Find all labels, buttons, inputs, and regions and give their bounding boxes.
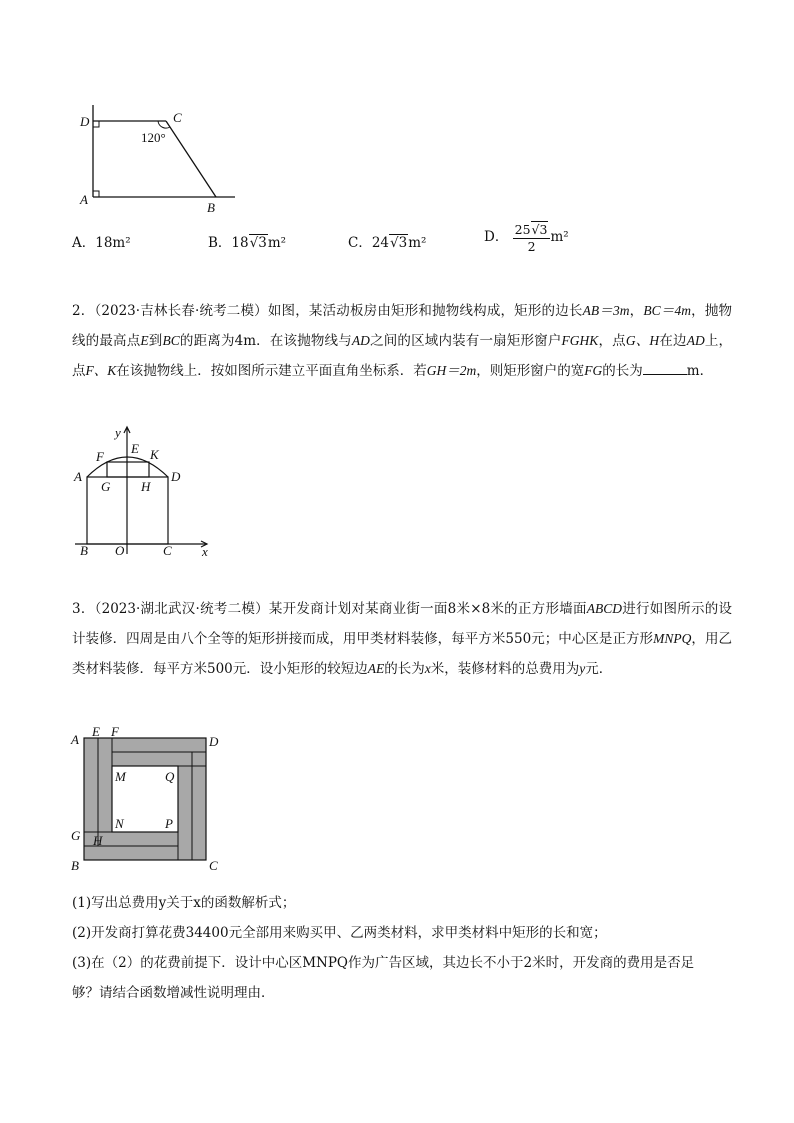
- label-G: G: [71, 828, 81, 843]
- label-F: F: [111, 724, 119, 739]
- option-a[interactable]: A．18m²: [72, 235, 131, 251]
- label-B: B: [207, 200, 215, 215]
- label-G: G: [101, 479, 111, 494]
- label-M: M: [115, 769, 126, 784]
- option-d[interactable]: D． $\frac{25√3}{2}$ m²: [484, 222, 569, 254]
- option-b[interactable]: B．18√3m²: [208, 235, 287, 251]
- label-C: C: [209, 858, 218, 873]
- label-E: E: [92, 724, 100, 739]
- trapezoid-figure: [78, 100, 248, 220]
- label-P: P: [165, 816, 173, 831]
- label-A: A: [74, 469, 82, 484]
- sub-questions: [72, 888, 752, 1008]
- label-D: D: [209, 734, 219, 749]
- label-D: D: [80, 114, 90, 129]
- label-H: H: [141, 479, 151, 494]
- label-Q: Q: [165, 769, 175, 784]
- option-c[interactable]: C．24√3m²: [348, 235, 427, 251]
- label-F: F: [96, 449, 104, 464]
- label-E: E: [131, 441, 139, 456]
- wall-figure: [68, 724, 228, 876]
- label-B: B: [80, 543, 88, 558]
- question-3: 3．（2023·湖北武汉·统考二模）某开发商计划对某商业街一面8米×8米的正方形墙面ABCD进行如图所示的设计装修．四周是由八个全等的矩形拼接而成，用甲类材料装修，每平方米550元；中心区是正方形MNPQ，用乙类材料装修．每平方米500元．设小矩形的较短边AE的长为x米，装修材料的总费用为y元．: [72, 601, 732, 677]
- label-D: D: [171, 469, 181, 484]
- label-O: O: [115, 543, 125, 558]
- label-C: C: [163, 543, 172, 558]
- parabola-figure: [72, 422, 217, 562]
- sub-question-1: (1)写出总费用y关于x的函数解析式；: [72, 895, 296, 911]
- label-A: A: [71, 732, 79, 747]
- sub-question-2: (2)开发商打算花费34400元全部用来购买甲、乙两类材料，求甲类材料中矩形的长和宽；: [72, 925, 607, 941]
- label-N: N: [115, 816, 124, 831]
- label-A: A: [80, 192, 88, 207]
- label-B: B: [71, 858, 79, 873]
- fraction: $\frac{25√3}{2}$: [513, 221, 551, 254]
- answer-blank[interactable]: [643, 360, 687, 375]
- label-x: x: [202, 544, 208, 559]
- label-K: K: [150, 447, 159, 462]
- label-y: y: [115, 425, 121, 440]
- answer-options: [72, 222, 722, 265]
- label-H: H: [93, 833, 103, 848]
- angle-label: 120°: [141, 130, 166, 145]
- label-C: C: [173, 110, 182, 125]
- sub-question-3: (3)在（2）的花费前提下．设计中心区MNPQ作为广告区域，其边长不小于2米时，开发商的费用是否足够？请结合函数增减性说明理由．: [72, 955, 695, 1001]
- question-2: 2．（2023·吉林长春·统考二模）如图，某活动板房由矩形和抛物线构成，矩形的边长AB＝3m，BC＝4m，抛物线的最高点E到BC的距离为4m．在该抛物线与AD之间的区域内装有一扇矩形窗户FGHK，点G、H在边AD上，点F、K在该抛物线上．按如图所示建立平面直角坐标系．若GH＝2m，则矩形窗户的宽FG的长为 m．: [72, 303, 733, 379]
